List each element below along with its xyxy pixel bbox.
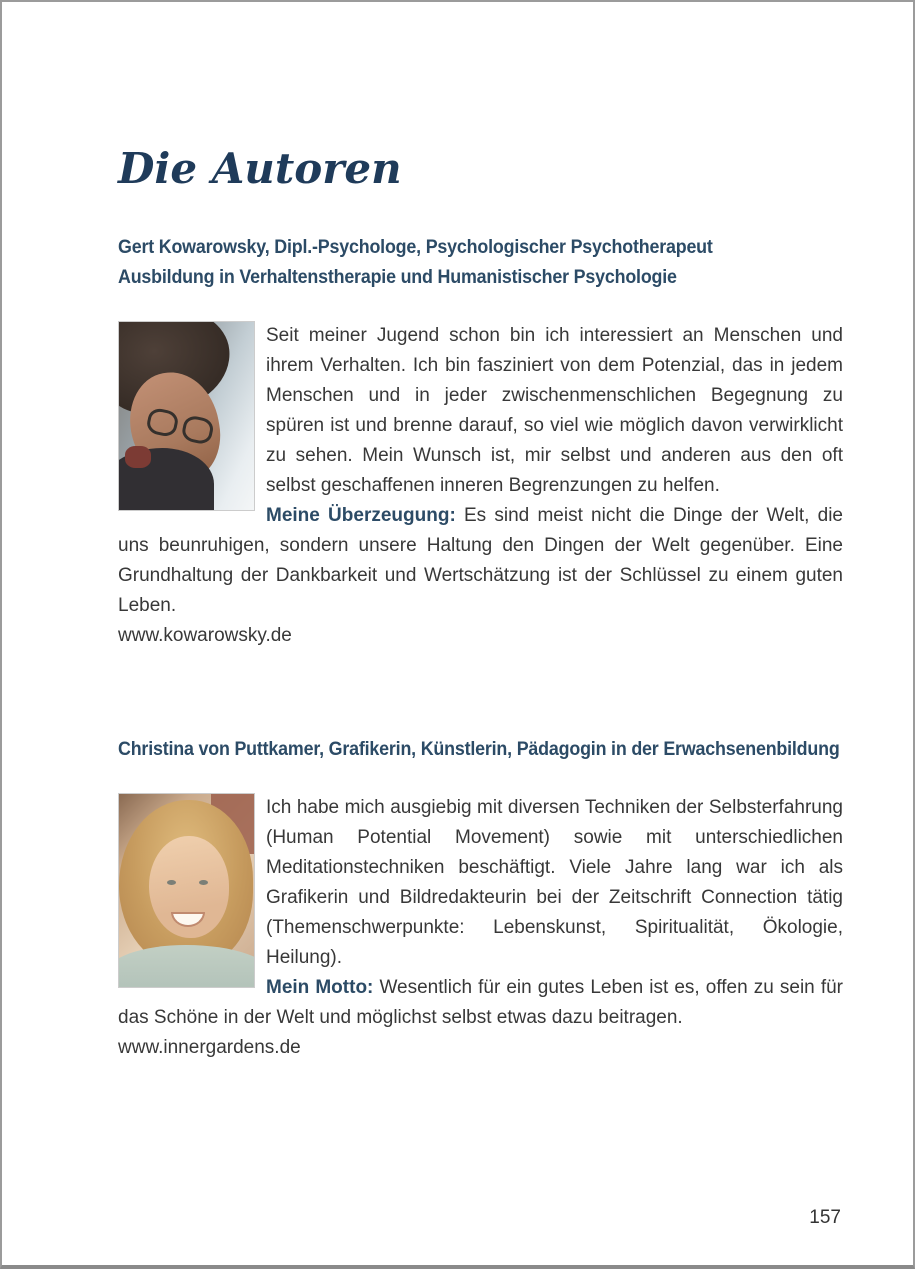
photo-blouse-detail [118,945,255,988]
author-website: www.kowarowsky.de [118,625,292,647]
author-heading-line-1: Gert Kowarowsky, Dipl.-Psychologe, Psychologischer Psychotherapeut [118,237,713,259]
page-number: 157 [809,1207,841,1228]
author-motto-text: Wesentlich für ein gutes Leben ist es, offen zu sein für das Schöne in der Welt und möglichst selbst etwas dazu beitragen. [118,977,843,1029]
author-motto-label: Meine Überzeugung: [266,505,456,527]
author-bio-block [118,793,843,1063]
author-section-christina-von-puttkamer [118,735,843,1063]
author-bio-block [118,321,843,651]
page-title: Die Autoren [118,144,402,193]
author-heading [118,233,843,293]
author-motto-text: Es sind meist nicht die Dinge der Welt, die uns beunruhigen, sondern unsere Haltung den Dingen der Welt gegenüber. Eine Grundhaltung der Dankbarkeit und Wertschätzung ist der Schlüssel zu einem guten Leben. [118,505,843,617]
author-photo-gert-kowarowsky [118,321,255,511]
photo-collar-detail [125,446,151,468]
author-bio-text: Seit meiner Jugend schon bin ich interessiert an Menschen und ihrem Verhalten. Ich bin fasziniert von dem Potenzial, das in jedem Menschen und in jeder zwischenmenschlichen Begegnung zu spüren ist und brenne darauf, so viel wie möglich davon verwirklicht zu sehen. Mein Wunsch ist, mir selbst und anderen aus den oft selbst geschaffenen inneren Begrenzungen zu helfen. [266,325,843,497]
page-content [2,2,913,1063]
author-photo-christina-von-puttkamer [118,793,255,988]
author-section-gert-kowarowsky [118,233,843,651]
author-motto-label: Mein Motto: [266,977,374,999]
author-bio-text: Ich habe mich ausgiebig mit diversen Techniken der Selbsterfahrung (Human Potential Movement) sowie mit unterschiedlichen Meditationstechniken beschäftigt. Viele Jahre lang war ich als Grafikerin und Bildredakteurin bei der Zeitschrift Connection tätig (Themenschwerpunkte: Lebenskunst, Spiritualität, Ökologie, Heilung). [266,797,843,969]
author-heading-line-1: Christina von Puttkamer, Grafikerin, Künstlerin, Pädagogin in der Erwachsenenbildung [118,739,840,761]
author-website: www.innergardens.de [118,1037,301,1059]
author-heading [118,735,843,765]
author-heading-line-2: Ausbildung in Verhaltenstherapie und Humanistischer Psychologie [118,267,677,289]
